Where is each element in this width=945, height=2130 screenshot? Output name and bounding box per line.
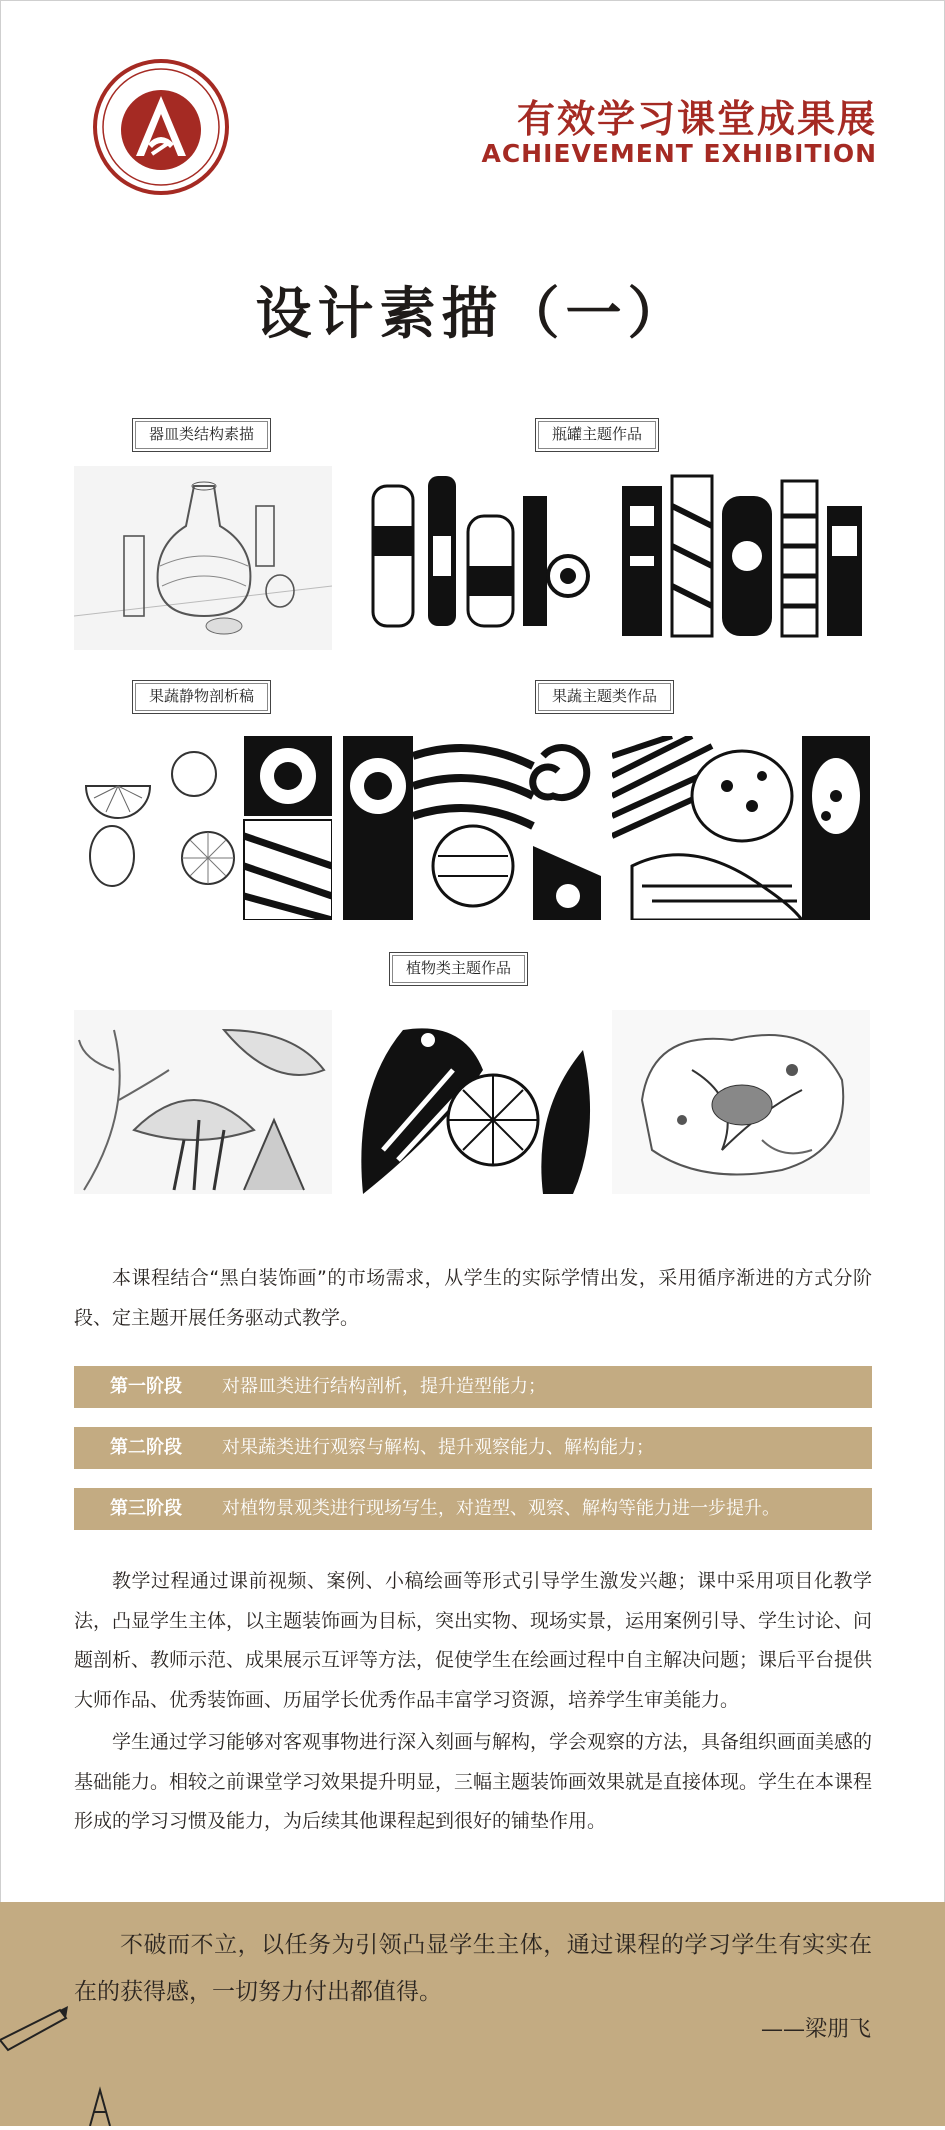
artwork-bottle-theme-2 <box>612 466 870 650</box>
stage-bar-3 <box>74 1488 872 1530</box>
artwork-fruit-theme-1 <box>343 736 601 920</box>
artwork-plant-theme-1 <box>343 1010 601 1194</box>
artwork-vessel-sketch <box>74 466 332 650</box>
tag-fruit-theme: 果蔬主题类作品 <box>535 680 674 714</box>
tag-vessel-structure: 器皿类结构素描 <box>132 418 271 452</box>
outcome-paragraph: 学生通过学习能够对客观事物进行深入刻画与解构，学会观察的方法，具备组织画面美感的基础能力。相较之前课堂学习效果提升明显，三幅主题装饰画效果就是直接体现。学生在本课程形成的学习习惯及能力，为后续其他课程起到很好的铺垫作用。 <box>74 1731 873 1832</box>
tag-plant-theme: 植物类主题作品 <box>389 952 528 986</box>
artwork-bottle-theme-1 <box>343 466 601 650</box>
stage-text: 对器皿类进行结构剖析，提升造型能力； <box>222 1376 546 1397</box>
stage-label: 第三阶段 <box>110 1498 182 1519</box>
page-title: 设计素描（一） <box>255 282 690 347</box>
school-logo <box>92 58 230 196</box>
intro-paragraph: 本课程结合“黑白装饰画”的市场需求，从学生的实际学情出发，采用循序渐进的方式分阶段、定主题开展任务驱动式教学。 <box>74 1267 872 1329</box>
exhibition-title-cn: 有效学习课堂成果展 <box>516 97 877 141</box>
stage-label: 第一阶段 <box>110 1376 182 1397</box>
process-paragraph: 教学过程通过课前视频、案例、小稿绘画等形式引导学生激发兴趣；课中采用项目化教学法，凸显学生主体，以主题装饰画为目标，突出实物、现场实景，运用案例引导、学生讨论、问题剖析、教师示范、成果展示互评等方法，促使学生在绘画过程中自主解决问题；课后平台提供大师作品、优秀装饰画、历届学长优秀作品丰富学习资源，培养学生审美能力。 <box>74 1570 873 1711</box>
stage-text: 对果蔬类进行观察与解构、提升观察能力、解构能力； <box>222 1437 654 1458</box>
stage-bar-2 <box>74 1427 872 1469</box>
artwork-plant-sketch <box>74 1010 332 1194</box>
exhibition-title-en: ACHIEVEMENT EXHIBITION <box>481 139 877 168</box>
tag-bottle-theme: 瓶罐主题作品 <box>535 418 659 452</box>
footer-signature: ——梁朋飞 <box>760 2017 871 2042</box>
stage-bar-1 <box>74 1366 872 1408</box>
stage-label: 第二阶段 <box>110 1437 182 1458</box>
artwork-fruit-analysis <box>74 736 332 920</box>
artwork-plant-theme-2 <box>612 1010 870 1194</box>
pen-sketch-icon <box>0 2000 150 2126</box>
footer-quote: 不破而不立，以任务为引领凸显学生主体，通过课程的学习学生有实实在在的获得感，一切努力付出都值得。 <box>74 1932 872 2005</box>
stage-text: 对植物景观类进行现场写生，对造型、观察、解构等能力进一步提升。 <box>222 1498 780 1519</box>
tag-fruit-analysis: 果蔬静物剖析稿 <box>132 680 271 714</box>
artwork-fruit-theme-2 <box>612 736 870 920</box>
